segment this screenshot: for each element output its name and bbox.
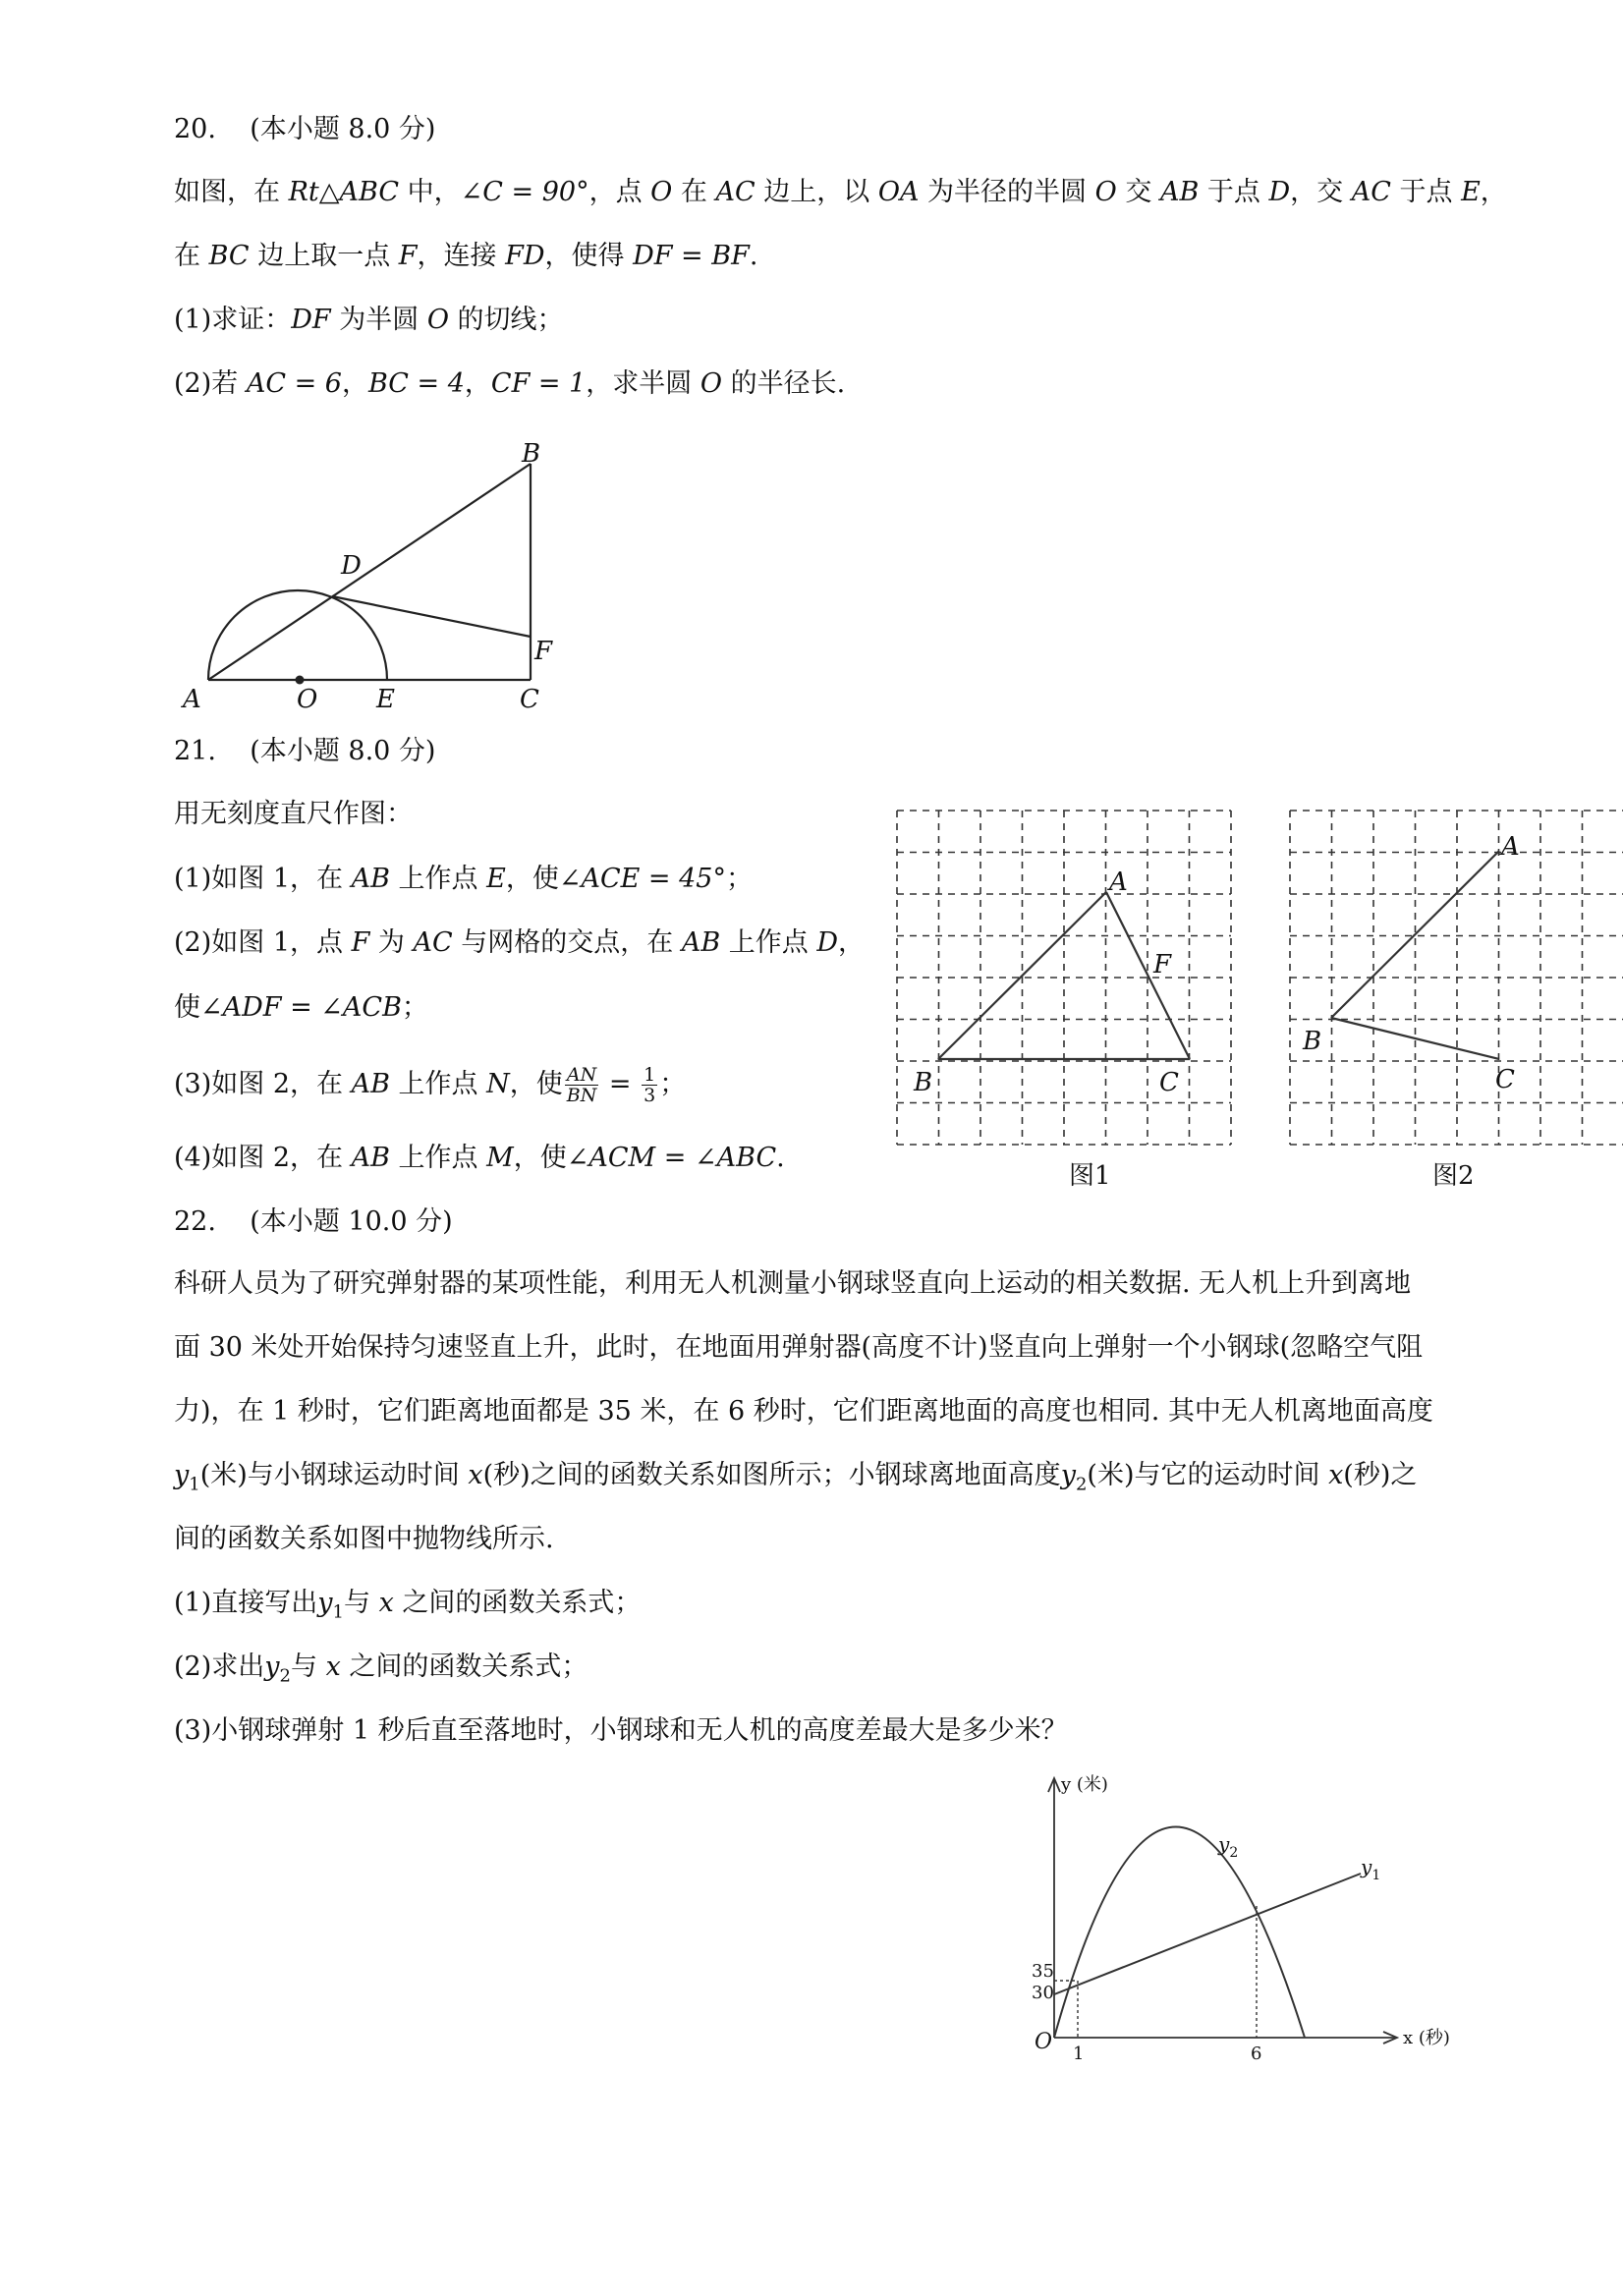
label-f: F xyxy=(534,637,553,666)
fig2-label-a: A xyxy=(1501,832,1520,862)
curve-label-letter: y xyxy=(1218,1832,1230,1856)
fig1-label-a: A xyxy=(1109,868,1128,897)
q22-math: x xyxy=(325,1652,341,1682)
label-o: O xyxy=(297,685,318,714)
q22-subscript: 2 xyxy=(279,1665,291,1687)
q20-math: BC xyxy=(208,241,250,271)
q20-text: 于点 xyxy=(1199,177,1269,207)
curve-label-y2 xyxy=(1217,1832,1238,1861)
fig2-label-b: B xyxy=(1303,1027,1322,1056)
q21-text: 使 xyxy=(174,992,200,1023)
q21-text: ； xyxy=(401,992,428,1023)
q20-text: 中， xyxy=(399,177,461,207)
curve-label-subscript: 2 xyxy=(1229,1845,1239,1861)
q21-text: . xyxy=(776,1143,785,1173)
q21-text: ； xyxy=(659,1069,687,1099)
q21-text: 与网格的交点，在 xyxy=(452,927,682,958)
y-axis-label: y (米) xyxy=(1061,1774,1108,1795)
label-d: D xyxy=(341,551,362,581)
fig2-caption: 图2 xyxy=(1432,1161,1475,1191)
q20-text: 边上取一点 xyxy=(249,241,399,271)
q20-math: O xyxy=(1094,177,1117,207)
q20-text: 边上，以 xyxy=(755,177,878,207)
parabola-y2 xyxy=(1054,1827,1305,2039)
q21-text: 上作点 xyxy=(389,864,487,894)
q21-text: 上作点 xyxy=(720,927,817,958)
q20-math: AC xyxy=(715,177,756,207)
q22-line5: 间的函数关系如图中抛物线所示. xyxy=(174,1524,554,1554)
q20-math: O xyxy=(426,305,449,335)
q21-math: D xyxy=(816,927,839,958)
q21-math: AC xyxy=(413,927,453,958)
q22-part1 xyxy=(174,1586,641,1630)
q22-subscript: 1 xyxy=(332,1601,344,1623)
q20-text: ，点 xyxy=(588,177,651,207)
fig1-label-c: C xyxy=(1159,1068,1179,1097)
label-e: E xyxy=(376,685,395,714)
q22-subscript: 1 xyxy=(189,1474,200,1495)
q21-math: AB xyxy=(351,1069,390,1099)
q20-math: Rt△ABC xyxy=(288,177,400,207)
q20-text: 于点 xyxy=(1390,177,1462,207)
q20-math: CF = 1 xyxy=(490,368,587,399)
q22-math: y xyxy=(317,1588,333,1618)
q20-text: ，使得 xyxy=(544,241,634,271)
origin-label: O xyxy=(1035,2030,1053,2054)
q22-line1: 科研人员为了研究弹射器的某项性能，利用无人机测量小钢球竖直向上运动的相关数据. 无人机上升到离地 xyxy=(174,1268,1412,1299)
q20-math: AC xyxy=(1351,177,1391,207)
q20-score: (本小题 8.0 分) xyxy=(250,114,436,144)
q22-graph xyxy=(0,1759,1623,2063)
q20-math: AB xyxy=(1159,177,1200,207)
q20-math: D xyxy=(1268,177,1291,207)
q20-math: DF = BF xyxy=(633,241,750,271)
q20-text: 在 xyxy=(672,177,716,207)
q21-text: 上作点 xyxy=(389,1069,487,1099)
x-axis-label: x (秒) xyxy=(1403,2028,1450,2048)
q21-math: ∠ADF = ∠ACB xyxy=(200,992,402,1023)
q20-math: O xyxy=(650,177,673,207)
fig2-segment-bc xyxy=(1331,1018,1499,1059)
q22-text: (秒)之 xyxy=(1343,1460,1418,1490)
q22-text: 之间的函数关系式； xyxy=(393,1588,642,1618)
q22-math: y xyxy=(264,1652,280,1682)
q20-text: (2)若 xyxy=(174,368,247,399)
fraction-numerator: AN xyxy=(565,1065,599,1086)
label-c: C xyxy=(520,685,539,714)
segment-ab xyxy=(208,464,531,680)
q21-math: AB xyxy=(351,1143,390,1173)
line-y1 xyxy=(1054,1874,1361,1994)
point-o-dot xyxy=(296,676,305,685)
fraction-denominator: 3 xyxy=(644,1085,656,1106)
q22-subscript: 2 xyxy=(1075,1474,1088,1495)
fig2-label-c: C xyxy=(1495,1065,1515,1094)
q20-text: ，连接 xyxy=(417,241,506,271)
q20-text: ， xyxy=(464,368,491,399)
q20-text: 的切线； xyxy=(448,305,564,335)
q21-text: 上作点 xyxy=(389,1143,487,1173)
grid-figure-1 xyxy=(897,811,1231,1145)
q22-part3: (3)小钢球弹射 1 秒后直至落地时，小钢球和无人机的高度差最大是多少米？ xyxy=(174,1715,1068,1746)
q21-text: ， xyxy=(838,927,866,958)
q22-line3: 力)，在 1 秒时，它们距离地面都是 35 米，在 6 秒时，它们距离地面的高度也相同. 其中无人机离地面高度 xyxy=(174,1396,1433,1427)
q21-text: (1)如图 1，在 xyxy=(174,864,352,894)
q21-math: AB xyxy=(681,927,721,958)
q20-text: ， xyxy=(341,368,368,399)
label-b: B xyxy=(522,439,541,469)
q22-text: 与 xyxy=(290,1652,326,1682)
q20-math: ∠C = 90° xyxy=(460,177,589,207)
tick-6: 6 xyxy=(1251,2044,1262,2063)
fig1-label-b: B xyxy=(914,1068,933,1097)
grid-figure-2 xyxy=(1290,811,1623,1145)
q22-math: x xyxy=(1328,1460,1344,1490)
q21-text: (2)如图 1，点 xyxy=(174,927,352,958)
q20-text: 为半径的半圆 xyxy=(919,177,1095,207)
q22-text: (1)直接写出 xyxy=(174,1588,318,1618)
q21-text: ，使 xyxy=(505,864,559,894)
q20-math: AC = 6 xyxy=(246,368,342,399)
q20-math: FD xyxy=(505,241,545,271)
fig1-caption: 图1 xyxy=(1069,1161,1111,1191)
tick-35: 35 xyxy=(1032,1961,1054,1982)
q22-line4 xyxy=(174,1458,1417,1502)
q22-part2 xyxy=(174,1650,588,1694)
q22-text: 之间的函数关系式； xyxy=(340,1652,588,1682)
q22-number: 22. xyxy=(174,1206,216,1237)
q22-text: (秒)之间的函数关系如图所示；小钢球离地面高度 xyxy=(482,1460,1061,1490)
q21-math: = xyxy=(600,1069,641,1099)
q21-text: 为 xyxy=(369,927,414,958)
q22-text: 与 xyxy=(343,1588,379,1618)
q21-math: N xyxy=(486,1069,510,1099)
q20-math: F xyxy=(398,241,418,271)
q22-text: (米)与小钢球运动时间 xyxy=(199,1460,469,1490)
q20-text: 在 xyxy=(174,241,209,271)
q21-math: E xyxy=(486,864,506,894)
tick-30: 30 xyxy=(1032,1983,1054,2003)
q20-text: ，求半圆 xyxy=(586,368,700,399)
q22-math: x xyxy=(468,1460,483,1490)
q20-text: ， xyxy=(1480,177,1507,207)
q21-text: ，使 xyxy=(509,1069,563,1099)
q20-text: ，交 xyxy=(1290,177,1352,207)
q20-text: 如图，在 xyxy=(174,177,289,207)
line-label-subscript: 1 xyxy=(1371,1868,1381,1883)
q21-score: (本小题 8.0 分) xyxy=(250,736,436,766)
q20-math: E xyxy=(1461,177,1481,207)
q20-text: 的半径长. xyxy=(722,368,846,399)
q22-math: y xyxy=(174,1460,190,1490)
q20-text: (1)求证： xyxy=(174,305,292,335)
q20-math: BC = 4 xyxy=(367,368,465,399)
label-a: A xyxy=(183,685,201,714)
q21-math: M xyxy=(486,1143,514,1173)
q21-text: ； xyxy=(725,864,753,894)
q22-text: (米)与它的运动时间 xyxy=(1087,1460,1329,1490)
q20-figure xyxy=(0,0,1623,727)
q21-header xyxy=(174,734,435,769)
fig1-label-f: F xyxy=(1153,950,1172,980)
q21-math: ∠ACM = ∠ABC xyxy=(566,1143,777,1173)
q21-text: (3)如图 2，在 xyxy=(174,1069,352,1099)
q21-intro: 用无刻度直尺作图： xyxy=(174,799,413,829)
q20-text: . xyxy=(749,241,758,271)
q20-number: 20. xyxy=(174,114,216,144)
fraction-denominator: BN xyxy=(566,1085,597,1106)
q22-math: y xyxy=(1060,1460,1076,1490)
tick-1: 1 xyxy=(1073,2044,1085,2063)
q21-text: (4)如图 2，在 xyxy=(174,1143,352,1173)
q21-math: AB xyxy=(351,864,390,894)
q20-math: O xyxy=(700,368,723,399)
q22-header xyxy=(174,1204,453,1240)
q22-math: x xyxy=(378,1588,394,1618)
q20-math: OA xyxy=(877,177,920,207)
q21-text: ，使 xyxy=(513,1143,567,1173)
semicircle-o xyxy=(208,590,387,680)
q20-math: DF xyxy=(291,305,331,335)
q22-line2: 面 30 米处开始保持匀速竖直上升，此时，在地面用弹射器(高度不计)竖直向上弹射一个小钢球(忽略空气阻 xyxy=(174,1332,1424,1363)
q21-math: F xyxy=(351,927,370,958)
q20-text: 为半圆 xyxy=(330,305,427,335)
q21-math: ∠ACE = 45° xyxy=(558,864,726,894)
line-label-letter: y xyxy=(1361,1855,1372,1878)
q22-text: (2)求出 xyxy=(174,1652,265,1682)
q22-score: (本小题 10.0 分) xyxy=(250,1206,453,1237)
q20-text: 交 xyxy=(1116,177,1160,207)
fraction-numerator: 1 xyxy=(644,1064,656,1086)
q21-grids xyxy=(0,786,1623,1199)
line-label-y1 xyxy=(1360,1855,1380,1883)
q21-number: 21. xyxy=(174,736,216,766)
